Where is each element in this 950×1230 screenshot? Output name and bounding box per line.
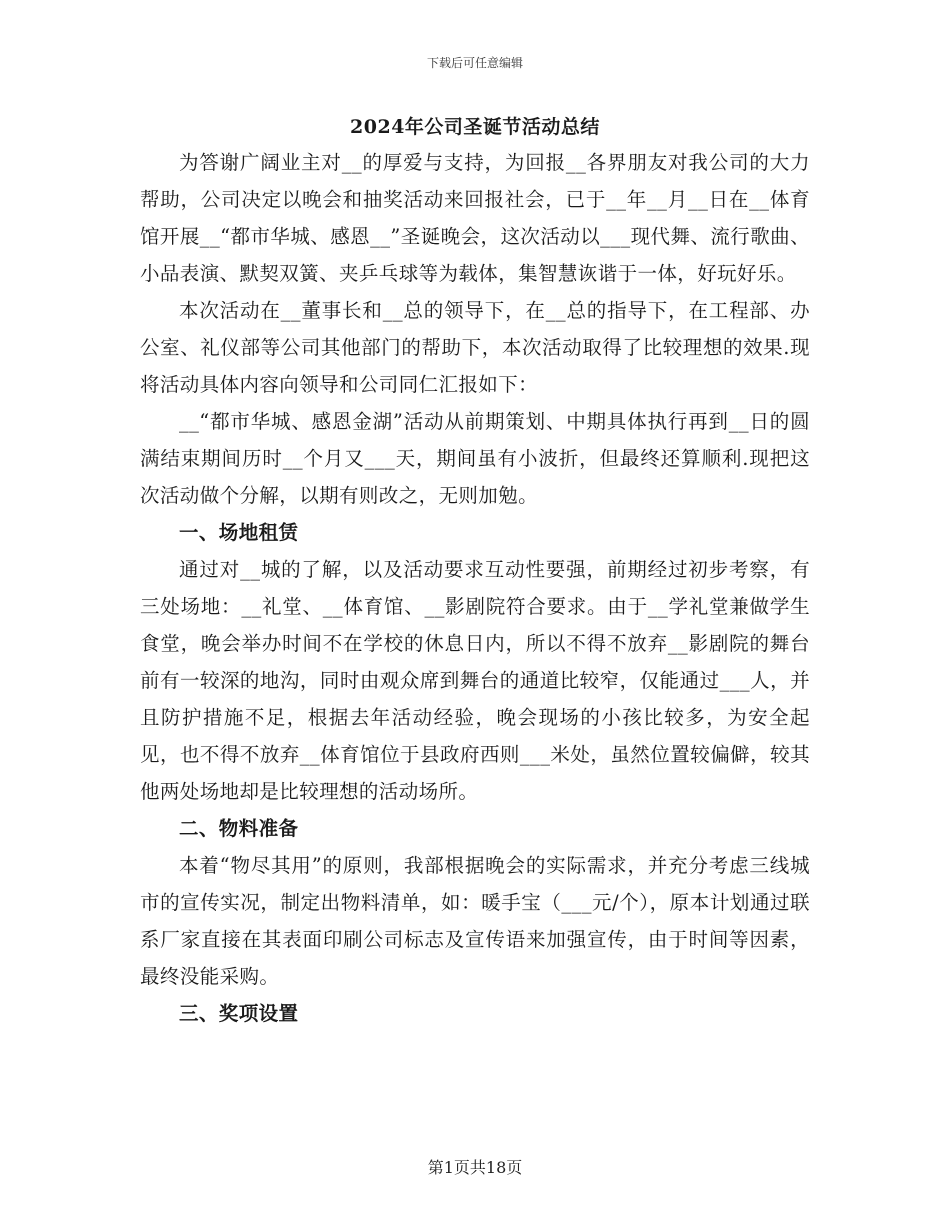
paragraph-materials: 本着“物尽其用”的原则，我部根据晚会的实际需求，并充分考虑三线城市的宣传实况，制定出物料清单，如：暖手宝（___元/个），原本计划通过联系厂家直接在其表面印刷公司标志及宣传语来加强宣传，由于时间等因素，最终没能采购。 [140, 854, 810, 988]
paragraph-leadership: 本次活动在__董事长和__总的领导下，在__总的指导下，在工程部、办公室、礼仪部等公司其他部门的帮助下，本次活动取得了比较理想的效果.现将活动具体内容向领导和公司同仁汇报如下： [140, 299, 810, 396]
header-note: 下载后可任意编辑 [426, 56, 523, 70]
document-title: 2024年公司圣诞节活动总结 [350, 116, 600, 138]
section-heading-awards: 三、奖项设置 [179, 1002, 299, 1025]
document-body [140, 112, 810, 1032]
section-heading-venue: 一、场地租赁 [179, 521, 299, 544]
section-heading-materials: 二、物料准备 [179, 817, 299, 840]
paragraph-venue: 通过对__城的了解，以及活动要求互动性要强，前期经过初步考察，有三处场地：__礼堂、__体育馆、__影剧院符合要求。由于__学礼堂兼做学生食堂，晚会举办时间不在学校的休息日内，所以不得不放弃__影剧院的舞台前有一较深的地沟，同时由观众席到舞台的通道比较窄，仅能通过___人，并且防护措施不足，根据去年活动经验，晚会现场的小孩比较多，为安全起见，也不得不放弃__体育馆位于县政府西则___米处，虽然位置较偏僻，较其他两处场地却是比较理想的活动场所。 [140, 558, 810, 803]
page-footer: 第1页共18页 [427, 1158, 523, 1177]
paragraph-overview: __“都市华城、感恩金湖”活动从前期策划、中期具体执行再到__日的圆满结束期间历时__个月又___天，期间虽有小波折，但最终还算顺利.现把这次活动做个分解，以期有则改之，无则加勉。 [140, 410, 810, 507]
paragraph-intro: 为答谢广阔业主对__的厚爱与支持，为回报__各界朋友对我公司的大力帮助，公司决定以晚会和抽奖活动来回报社会，已于__年__月__日在__体育馆开展__“都市华城、感恩__”圣诞晚会，这次活动以___现代舞、流行歌曲、小品表演、默契双簧、夹乒乓球等为载体，集智慧诙谐于一体，好玩好乐。 [140, 151, 810, 285]
